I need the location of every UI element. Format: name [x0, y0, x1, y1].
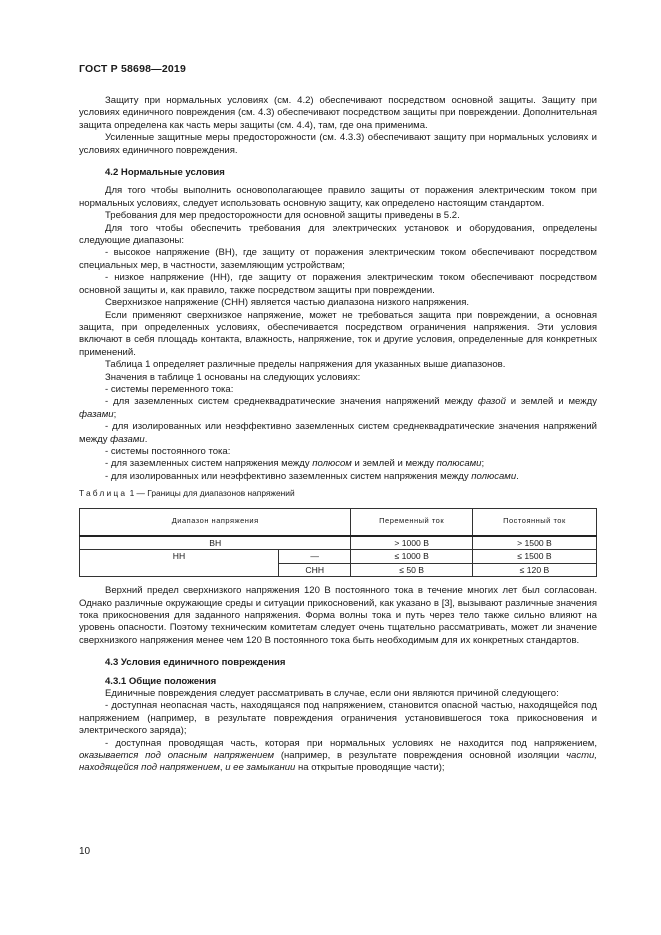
s42-ac-grounded: - для заземленных систем среднеквадратические значения напряжений между фазой и землей и между фазами;: [79, 396, 597, 420]
s43-bullet-2: - доступная проводящая часть, которая при нормальных условиях не находится под напряжением, оказывается под опасным напряжением (например, в результате повреждения основной изоляции части, находящейся под напряжением, и ее замыкании на открытые проводящие части);: [79, 737, 598, 774]
section-4-3-1-heading: 4.3.1 Общие положения: [105, 675, 217, 687]
s42-dc-systems: - системы постоянного тока:: [105, 445, 231, 457]
s42-paragraph-5: Если применяют сверхнизкое напряжение, может не требоваться защита при повреждении, а основная защита, при определенных условиях, обеспечивается посредством ограничения напряжения. Эти условия включают в себя площадь контакта, влажность, напряжение, ток и другие условия, определенные для конкретных применений.: [79, 309, 597, 358]
table-row: [80, 536, 597, 550]
table-cell-subrange: —: [279, 550, 351, 564]
table-cell-ac: ≤ 50 В: [351, 563, 472, 577]
s42-ac-systems: - системы переменного тока:: [105, 383, 234, 395]
table-cell-dc: ≤ 1500 В: [472, 550, 596, 564]
table-cell-ac: ≤ 1000 В: [351, 550, 472, 564]
table-cell-range: НН: [80, 550, 279, 577]
after-table-paragraph: Верхний предел сверхнизкого напряжения 120 В постоянного тока в течение многих лет был согласован. Однако различные окружающие среды и ситуации прикосновений, как указано в [3], вызывают различные значения тока прикосновения для заданного напряжения. Форма волны тока и путь через тело также сильно влияют на уровень опасности. Поэтому техническим комитетам следует очень тщательно рассматривать, может ли значение сверхнизкого напряжения менее чем 120 В постоянного тока быть необходимым для их конкретных стандартов.: [79, 585, 597, 646]
intro-paragraph-1: Защиту при нормальных условиях (см. 4.2) обеспечивают посредством основной защиты. Защиту при условиях единичного повреждения (см. 4.3) обеспечивают посредством защиты при повреждении. Дополнительная защита определена как часть меры защиты (см. 4.4), там, где она применима.: [79, 95, 597, 131]
s42-ac-isolated: - для изолированных или неэффективно заземленных систем среднеквадратические значения напряжений между фазами.: [79, 421, 597, 445]
table-header-ac: Переменный ток: [351, 508, 472, 536]
table-cell-range: ВН: [80, 536, 351, 550]
s42-bullet-lv: - низкое напряжение (НН), где защиту от поражения электрическим током обеспечивают посредством основной защиты и, как правило, также посредством защиты при повреждении.: [79, 272, 597, 296]
table-cell-subrange: СНН: [279, 563, 351, 577]
table-header-row: [80, 508, 597, 536]
s43-paragraph-1: Единичные повреждения следует рассматривать в случае, если они являются причиной следующего:: [105, 687, 559, 699]
document-body: [79, 95, 597, 775]
s42-dc-isolated: - для изолированных или неэффективно заземленных систем напряжения между полюсами.: [105, 470, 519, 482]
s42-paragraph-4: Сверхнизкое напряжение (СНН) является частью диапазона низкого напряжения.: [105, 297, 470, 309]
voltage-ranges-table: [79, 508, 597, 578]
page-number: 10: [79, 846, 91, 857]
s42-paragraph-3: Для того чтобы обеспечить требования для электрических установок и оборудования, определены следующие диапазоны:: [79, 222, 597, 247]
s42-bullet-hv: - высокое напряжение (ВН), где защиту от поражения электрическим током обеспечивают посредством специальных мер, в частности, заземляющим устройствам;: [79, 247, 597, 271]
table-1-caption: Таблица 1 — Границы для диапазонов напряжений: [79, 488, 295, 499]
s42-dc-grounded: - для заземленных систем напряжения между полюсом и землей и между полюсами;: [105, 458, 485, 470]
table-header-range: Диапазон напряжения: [80, 508, 351, 536]
section-4-2-heading: 4.2 Нормальные условия: [105, 167, 225, 179]
table-cell-dc: > 1500 В: [472, 536, 596, 550]
table-cell-dc: ≤ 120 В: [472, 563, 596, 577]
s42-paragraph-2: Требования для мер предосторожности для основной защиты приведены в 5.2.: [105, 210, 460, 222]
table-header-dc: Постоянный ток: [472, 508, 596, 536]
s42-paragraph-7: Значения в таблице 1 основаны на следующих условиях:: [105, 371, 361, 383]
section-4-3-heading: 4.3 Условия единичного повреждения: [105, 657, 286, 669]
s42-paragraph-1: Для того чтобы выполнить основополагающее правило защиты от поражения электрическим током при нормальных условиях, следует использовать основную защиту, как определено настоящим стандартом.: [79, 185, 597, 209]
s42-paragraph-6: Таблица 1 определяет различные пределы напряжения для указанных выше диапазонов.: [105, 359, 506, 371]
s43-bullet-1: - доступная неопасная часть, находящаяся под напряжением, становится опасной частью, находящейся под напряжением (например, в результате повреждения ограничения установившегося тока прикосновения и электрического заряда);: [79, 700, 597, 737]
document-header: ГОСТ Р 58698—2019: [79, 63, 187, 75]
table-cell-ac: > 1000 В: [351, 536, 472, 550]
table-row: [80, 550, 597, 564]
intro-paragraph-2: Усиленные защитные меры предосторожности (см. 4.3.3) обеспечивают защиту при нормальных условиях и условиях единичного повреждения.: [79, 132, 597, 156]
